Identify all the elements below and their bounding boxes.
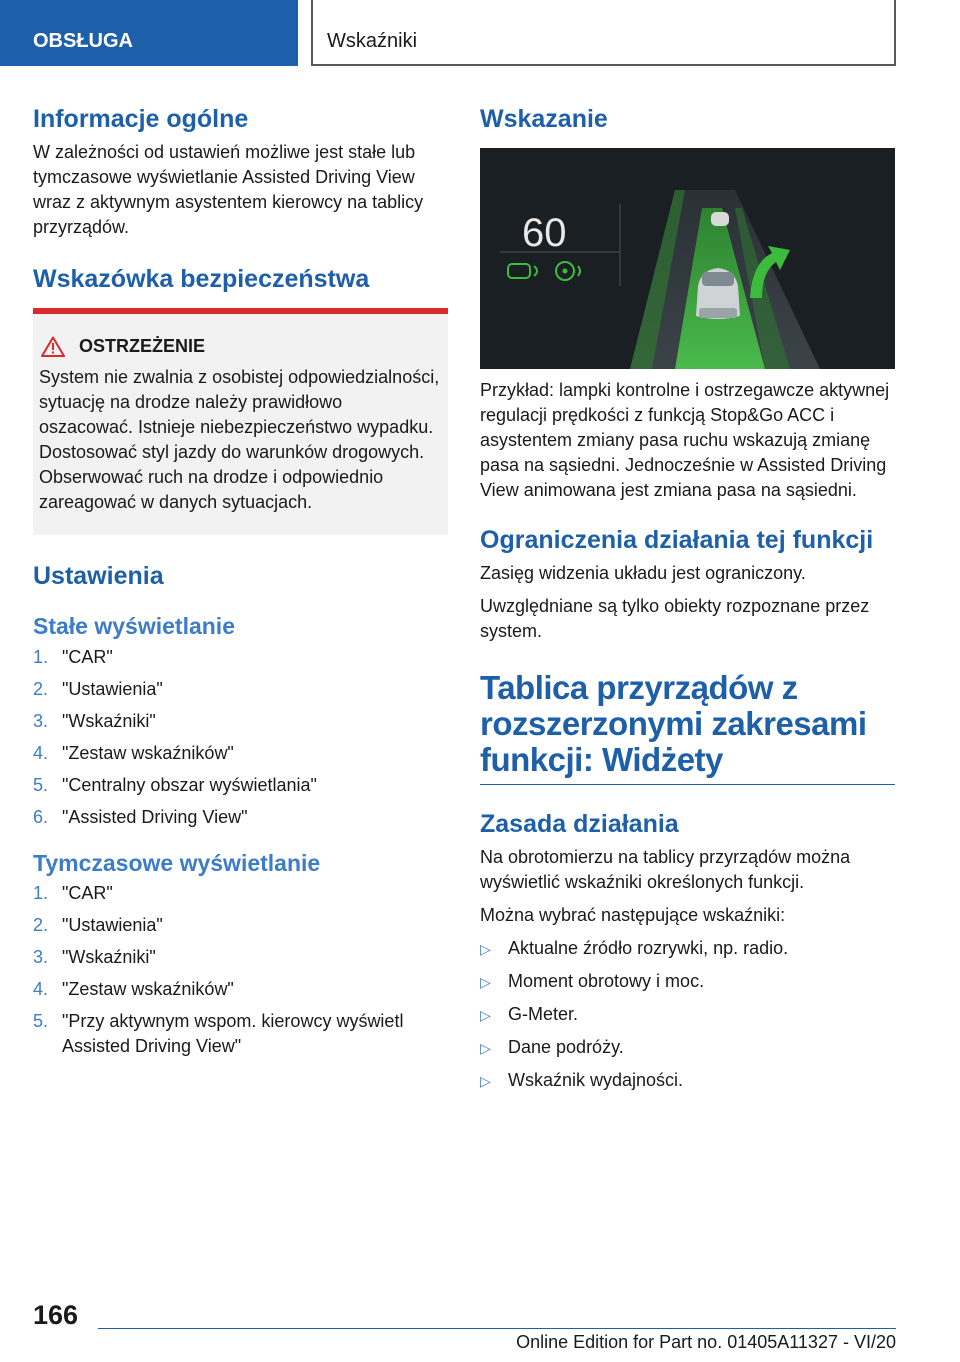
step-item xyxy=(33,977,448,1002)
warning-text: System nie zwalnia z osobistej odpowiedzialności, sytuację na drodze należy prawidłowo oszacować. Istnieje niebezpieczeństwo wypadku. Dostosować styl jazdy do warunków drogowych. Obserwować ruch na drodze i odpowiednio zareagować w danych sytuacjach. xyxy=(39,367,440,512)
settings-title: Ustawienia xyxy=(33,562,164,590)
footer-edition: Online Edition for Part no. 01405A11327 - VI/20 xyxy=(516,1332,896,1352)
limits-title: Ograniczenia działania tej funkcji xyxy=(480,526,874,554)
list-item xyxy=(480,1002,895,1028)
right-column xyxy=(480,100,895,134)
step-number: 2. xyxy=(33,678,49,699)
step-number: 6. xyxy=(33,806,49,827)
triangle-bullet-icon: ▷ xyxy=(480,1040,491,1056)
triangle-bullet-icon: ▷ xyxy=(480,1007,491,1023)
step-item xyxy=(33,881,448,906)
section-tab: OBSŁUGA xyxy=(0,0,298,66)
widgets-title: Tablica przyrządów z rozszerzonymi zakresami funkcji: Widżety xyxy=(480,670,895,785)
list-item-text: G-Meter. xyxy=(508,1004,579,1024)
step-item xyxy=(33,677,448,702)
step-item xyxy=(33,741,448,766)
step-item xyxy=(33,805,448,830)
temporary-title: Tymczasowe wyświetlanie xyxy=(33,849,321,876)
page-number: 166 xyxy=(33,1300,79,1330)
warning-heading xyxy=(39,336,440,357)
safety-title: Wskazówka bezpieczeństwa xyxy=(33,265,370,293)
step-text: "Ustawienia" xyxy=(62,678,163,699)
step-number: 3. xyxy=(33,947,49,968)
list-item-text: Moment obrotowy i moc. xyxy=(508,971,705,991)
step-item xyxy=(33,709,448,734)
step-text: "Przy aktywnym wspom. kierowcy wyświetl Assisted Driving View" xyxy=(62,1011,404,1057)
step-number: 4. xyxy=(33,742,49,763)
limits-text-2: Uwzględniane są tylko obiekty rozpoznane przez system. xyxy=(480,596,870,641)
warning-box xyxy=(33,308,448,535)
warning-label: OSTRZEŻENIE xyxy=(79,336,206,356)
step-text: "Zestaw wskaźników" xyxy=(62,979,234,1000)
triangle-bullet-icon: ▷ xyxy=(480,1073,491,1089)
principle-text-2: Można wybrać następujące wskaźniki: xyxy=(480,905,786,925)
step-number: 1. xyxy=(33,883,49,904)
chapter-tab: Wskaźniki xyxy=(311,0,896,66)
step-number: 3. xyxy=(33,710,49,731)
principle-text-1: Na obrotomierzu na tablicy przyrządów można wyświetlić wskaźniki określonych funkcji. xyxy=(480,847,851,892)
step-item xyxy=(33,773,448,798)
step-number: 4. xyxy=(33,979,49,1000)
left-column xyxy=(33,100,448,1066)
step-text: "CAR" xyxy=(62,646,113,667)
list-item-text: Dane podróży. xyxy=(508,1037,624,1057)
general-text: W zależności od ustawień możliwe jest stałe lub tymczasowe wyświetlanie Assisted Driving View wraz z aktywnym asystentem kierowcy na tablicy przyrządów. xyxy=(33,142,424,237)
step-text: "Assisted Driving View" xyxy=(62,806,248,827)
step-number: 1. xyxy=(33,646,49,667)
image-caption: Przykład: lampki kontrolne i ostrzegawcze aktywnej regulacji prędkości z funkcją Stop&Go ACC i asystentem zmiany pasa ruchu wskazują zmianę pasa na sąsiedni. Jednocześnie w Assisted Driving View animowana jest zmiana pasa na sąsiedni. xyxy=(480,380,890,500)
step-text: "Ustawienia" xyxy=(62,915,163,936)
temporary-steps xyxy=(33,881,448,1059)
step-number: 2. xyxy=(33,915,49,936)
principle-title: Zasada działania xyxy=(480,810,679,838)
list-item-text: Wskaźnik wydajności. xyxy=(508,1070,684,1090)
triangle-bullet-icon: ▷ xyxy=(480,974,491,990)
assisted-driving-view-image xyxy=(480,148,895,369)
step-item xyxy=(33,645,448,670)
permanent-steps xyxy=(33,645,448,830)
dashboard-graphic xyxy=(480,148,895,369)
step-text: "CAR" xyxy=(62,883,113,904)
step-number: 5. xyxy=(33,774,49,795)
step-item xyxy=(33,913,448,938)
step-number: 5. xyxy=(33,1011,49,1032)
step-text: "Centralny obszar wyświetlania" xyxy=(62,774,317,795)
permanent-title: Stałe wyświetlanie xyxy=(33,613,235,639)
dash-speed: 60 xyxy=(522,211,567,255)
right-column-body xyxy=(480,378,895,1101)
list-item xyxy=(480,936,895,962)
general-title: Informacje ogólne xyxy=(33,105,249,133)
warning-triangle-icon xyxy=(41,336,65,357)
list-item xyxy=(480,1068,895,1094)
step-text: "Wskaźniki" xyxy=(62,947,156,968)
display-title: Wskazanie xyxy=(480,105,608,133)
footer-rule xyxy=(98,1328,896,1329)
list-item-text: Aktualne źródło rozrywki, np. radio. xyxy=(508,938,789,958)
widget-options-list xyxy=(480,936,895,1094)
triangle-bullet-icon: ▷ xyxy=(480,941,491,957)
step-item xyxy=(33,945,448,970)
step-item xyxy=(33,1009,448,1059)
step-text: "Wskaźniki" xyxy=(62,710,156,731)
limits-text-1: Zasięg widzenia układu jest ograniczony. xyxy=(480,563,806,583)
list-item xyxy=(480,1035,895,1061)
list-item xyxy=(480,969,895,995)
step-text: "Zestaw wskaźników" xyxy=(62,742,234,763)
